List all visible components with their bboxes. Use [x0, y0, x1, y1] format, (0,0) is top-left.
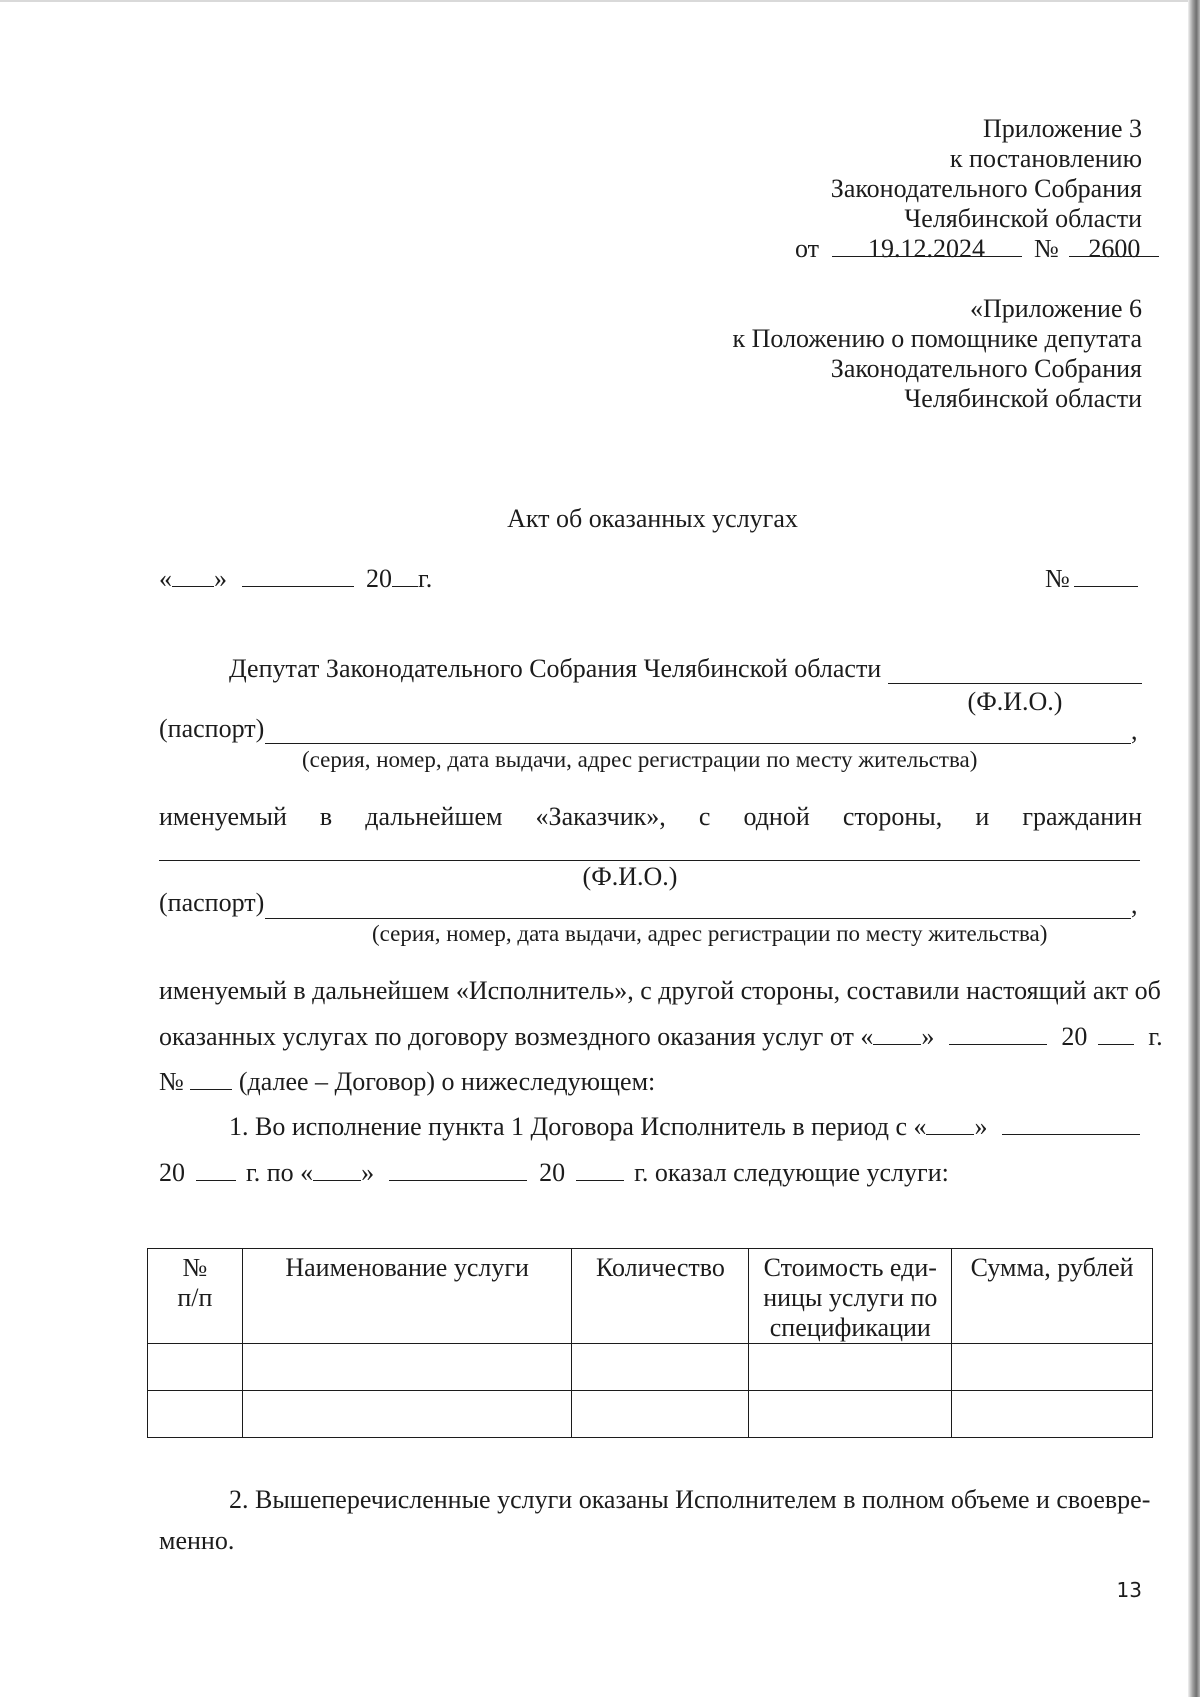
item2-line1: 2. Вышеперечисленные услуги оказаны Исполнителем в полном объеме и своевре-	[229, 1485, 1151, 1514]
col-header-unit-cost-line3: спецификации	[769, 1313, 931, 1342]
contract-number-sign: №	[159, 1067, 184, 1096]
col-header-number-line1: №	[182, 1253, 208, 1282]
header-number-field[interactable]: 2600	[1069, 234, 1159, 257]
act-date-quote-open: «	[159, 564, 172, 593]
subheader-line-3: Законодательного Собрания	[830, 354, 1142, 383]
header-number-sign: №	[1034, 234, 1059, 263]
deputy-fio-caption: (Ф.И.О.)	[967, 687, 1063, 716]
period-start-year-prefix: 20	[159, 1158, 185, 1187]
item1-text: 1. Во исполнение пункта 1 Договора Исполнитель в период с «	[229, 1112, 927, 1141]
body-para1-line1: именуемый в дальнейшем «Исполнитель», с другой стороны, составили настоящий акт об	[159, 976, 1161, 1005]
deputy-text: Депутат Законодательного Собрания Челябинской области	[229, 654, 882, 683]
period-end-day-field[interactable]	[313, 1158, 361, 1181]
customer-word: одной	[743, 802, 810, 831]
customer-word: именуемый	[159, 802, 287, 831]
period-end-year-prefix: 20	[539, 1158, 566, 1187]
act-number-sign: №	[1045, 564, 1070, 593]
page-number: 13	[1116, 1578, 1142, 1602]
deputy-passport-label: (паспорт)	[159, 714, 265, 743]
col-header-unit-cost-line2: ницы услуги по	[763, 1283, 938, 1312]
header-line-3: Законодательного Собрания	[830, 174, 1142, 203]
contract-month-field[interactable]	[949, 1022, 1047, 1045]
citizen-fio-caption: (Ф.И.О.)	[582, 862, 678, 891]
contract-date-text: оказанных услугах по договору возмездного оказания услуг от «	[159, 1022, 874, 1051]
col-header-unit-cost-line1: Стоимость еди-	[763, 1253, 937, 1282]
customer-word: стороны,	[842, 802, 943, 831]
period-end-quote-close: »	[361, 1158, 375, 1187]
act-year-suffix: г.	[418, 564, 433, 593]
table-row	[148, 1391, 1153, 1438]
act-day-field[interactable]	[172, 564, 214, 587]
period-start-year-field[interactable]	[196, 1158, 236, 1181]
table-cell[interactable]	[749, 1344, 952, 1391]
act-date-quote-close: »	[214, 564, 227, 593]
table-cell[interactable]	[242, 1391, 572, 1438]
table-header-row	[148, 1249, 1153, 1344]
contract-reference-text: (далее – Договор) о нижеследующем:	[238, 1067, 656, 1096]
header-line-1: Приложение 3	[982, 114, 1142, 143]
col-header-name: Наименование услуги	[242, 1249, 572, 1344]
citizen-passport-label: (паспорт)	[159, 888, 265, 917]
contract-year-field[interactable]	[1098, 1022, 1134, 1045]
subheader-line-2: к Положению о помощнике депутата	[732, 324, 1142, 353]
item2-line2: менно.	[159, 1526, 235, 1555]
item1-quote-close: »	[974, 1112, 988, 1141]
subheader-line-1: «Приложение 6	[969, 294, 1142, 323]
customer-word: «Заказчик»,	[535, 802, 666, 831]
header-line-4: Челябинской области	[904, 204, 1142, 233]
table-cell[interactable]	[148, 1391, 243, 1438]
customer-word: с	[698, 802, 711, 831]
col-header-unit-cost	[749, 1249, 952, 1344]
item1-line2	[159, 1158, 949, 1188]
scan-edge-right	[1188, 0, 1200, 1697]
citizen-passport-comma: ,	[1131, 890, 1138, 919]
deputy-passport-field[interactable]	[265, 743, 1131, 744]
services-table	[147, 1248, 1153, 1438]
table-cell[interactable]	[148, 1344, 243, 1391]
customer-word: дальнейшем	[365, 802, 503, 831]
period-start-month-field[interactable]	[1002, 1112, 1140, 1135]
contract-year-prefix: 20	[1061, 1022, 1088, 1051]
col-header-number	[148, 1249, 243, 1344]
contract-number-field[interactable]	[190, 1067, 232, 1090]
header-date-prefix: от	[795, 234, 820, 263]
act-year-field[interactable]	[392, 564, 418, 587]
contract-quote-close: »	[921, 1022, 935, 1051]
customer-line	[159, 802, 1142, 832]
period-to-text: г. по «	[246, 1158, 314, 1187]
table-cell[interactable]	[749, 1391, 952, 1438]
subheader-line-4: Челябинской области	[904, 384, 1142, 413]
header-date-field[interactable]: 19.12.2024	[832, 234, 1022, 257]
act-date-row	[159, 564, 432, 594]
contract-year-suffix: г.	[1148, 1022, 1163, 1051]
table-cell[interactable]	[572, 1344, 749, 1391]
act-year-prefix: 20	[366, 564, 392, 593]
header-line-2: к постановлению	[949, 144, 1142, 173]
body-para1-line2	[159, 1022, 1163, 1052]
document-title: Акт об оказанных услугах	[507, 504, 798, 533]
col-header-sum: Сумма, рублей	[952, 1249, 1153, 1344]
body-para1-line3	[159, 1067, 655, 1097]
period-end-text: г. оказал следующие услуги:	[634, 1158, 949, 1187]
table-cell[interactable]	[572, 1391, 749, 1438]
act-number-row	[1045, 564, 1138, 594]
deputy-fio-field[interactable]	[888, 683, 1142, 684]
table-row	[148, 1344, 1153, 1391]
scan-edge-top	[0, 0, 1200, 2]
customer-word: гражданин	[1022, 802, 1142, 831]
period-start-day-field[interactable]	[926, 1112, 974, 1135]
table-cell[interactable]	[242, 1344, 572, 1391]
act-month-field[interactable]	[242, 564, 354, 587]
col-header-quantity: Количество	[572, 1249, 749, 1344]
table-cell[interactable]	[952, 1344, 1153, 1391]
act-number-field[interactable]	[1074, 564, 1138, 587]
deputy-passport-caption: (серия, номер, дата выдачи, адрес регистрации по месту жительства)	[302, 747, 978, 772]
citizen-fio-field[interactable]	[159, 860, 1140, 861]
customer-word: и	[975, 802, 990, 831]
deputy-passport-comma: ,	[1131, 716, 1138, 745]
citizen-passport-caption: (серия, номер, дата выдачи, адрес регистрации по месту жительства)	[372, 921, 1048, 946]
period-end-year-field[interactable]	[576, 1158, 624, 1181]
contract-day-field[interactable]	[873, 1022, 921, 1045]
period-end-month-field[interactable]	[389, 1158, 527, 1181]
customer-word: в	[319, 802, 333, 831]
item1-line1	[229, 1112, 1140, 1142]
table-cell[interactable]	[952, 1391, 1153, 1438]
header-date-row	[795, 234, 1159, 264]
col-header-number-line2: п/п	[177, 1283, 213, 1312]
